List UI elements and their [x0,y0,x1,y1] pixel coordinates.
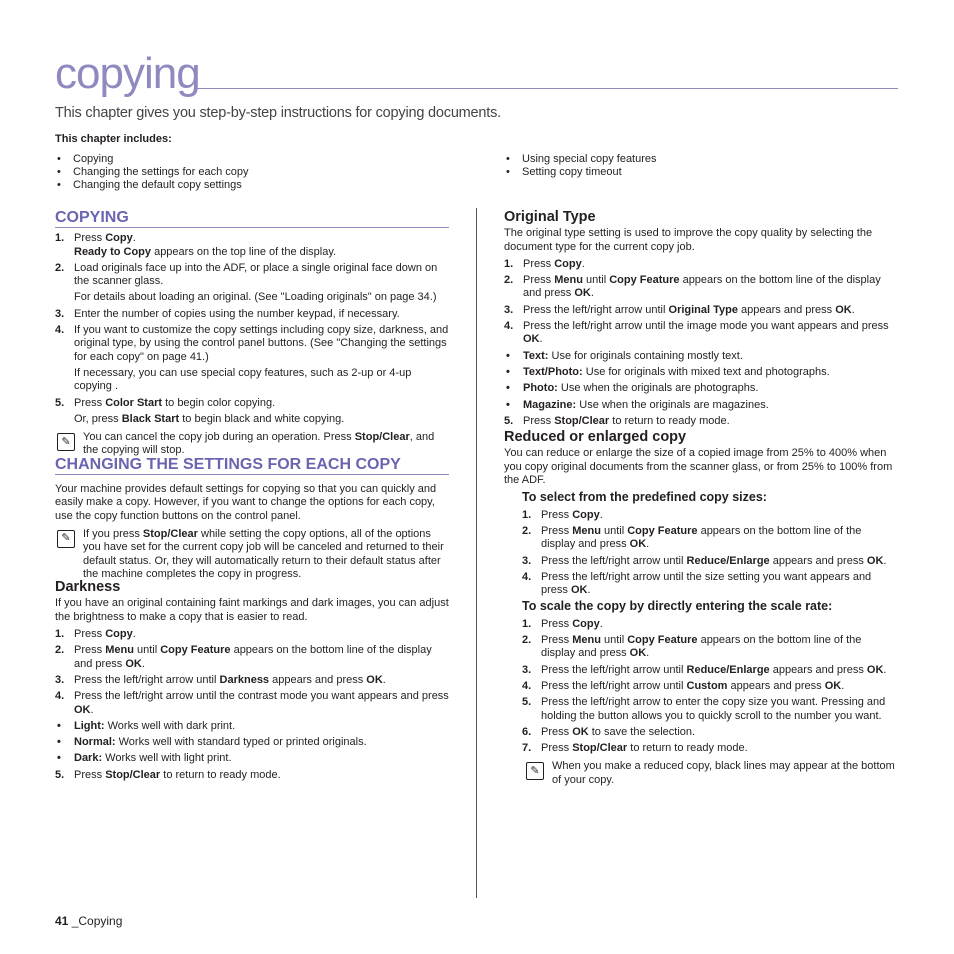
option-item: • Text: Use for originals containing mostly text. [506,349,743,362]
step-item: 7. Press Stop/Clear to return to ready mode. [522,742,748,755]
left-column [55,211,449,785]
step-item: 2. Press Menu until Copy Feature appears on the bottom line of the display and press OK. [522,634,862,660]
page-number: 41 [55,914,69,928]
section-heading-copying: COPYING [55,211,449,228]
page-footer [55,914,122,928]
step-item: 2. Press Menu until Copy Feature appears on the bottom line of the display and press OK. [522,524,862,551]
scale-steps [522,618,898,756]
right-column [504,211,898,787]
step-item: 5. Press Color Start to begin color copying. Or, press Black Start to begin black and white copying. [55,396,345,425]
step-item: 4. Press the left/right arrow until the size setting you want appears and press OK. [522,570,872,597]
step-item: 1. Press Copy. [55,628,136,641]
scale-rate-heading: To scale the copy by directly entering the scale rate: [522,599,833,614]
darkness-steps [55,628,449,782]
step-item: 3. Press the left/right arrow until Darkness appears and press OK. [55,673,386,686]
step-item: 2. Press Menu until Copy Feature appears on the bottom line of the display and press OK. [55,644,432,670]
changing-intro: Your machine provides default settings for copying so that you can quickly and easily make a copy. However, if you want to change the options for each copy, use the copy function buttons on the control panel. [55,483,437,522]
option-item: • Photo: Use when the originals are photographs. [506,382,759,395]
option-item: • Text/Photo: Use for originals with mixed text and photographs. [506,365,830,378]
step-item: 2. Load originals face up into the ADF, or place a single original face down on the scanner glass. For details about loading an original. (See "Loading originals" on page 34.) [55,261,438,304]
reduced-heading: Reduced or enlarged copy [504,429,687,446]
includes-list-right [504,153,657,179]
note-pencil-icon: ✎ [57,433,75,451]
includes-label: This chapter includes: [55,133,172,145]
option-item: • Dark: Works well with light print. [57,752,232,765]
option-item: • Magazine: Use when the originals are magazines. [506,398,769,411]
option-item: • Normal: Works well with standard typed or printed originals. [57,736,367,749]
note-pencil-icon: ✎ [526,762,544,780]
darkness-intro: If you have an original containing faint markings and dark images, you can adjust the brightness to make a copy that is easier to read. [55,597,449,623]
darkness-heading: Darkness [55,579,121,596]
footer-label: _Copying [68,914,123,928]
original-type-intro: The original type setting is used to improve the copy quality by selecting the document type for the current copy job. [504,227,873,253]
predefined-steps [522,509,898,598]
chapter-title: copying [55,49,200,98]
step-item: 2. Press Menu until Copy Feature appears on the bottom line of the display and press OK. [504,274,881,300]
step-item: 3. Press the left/right arrow until Original Type appears and press OK. [504,303,855,316]
option-item: • Light: Works well with dark print. [57,719,236,732]
list-item[interactable]: • Setting copy timeout [504,166,657,179]
step-item: 1. Press Copy. Ready to Copy appears on the top line of the display. [55,232,337,258]
step-item: 3. Enter the number of copies using the number keypad, if necessary. [55,307,400,320]
step-item: 1. Press Copy. [522,617,603,630]
list-item[interactable]: • Copying [55,153,249,166]
note-changing: ✎ If you press Stop/Clear while setting the copy options, all of the options you have set for the current copy job will be canceled and returned to their default status. Or, they will automatically return to their default status after the machine completes the copy in progress. [55,528,449,581]
step-item: 3. Press the left/right arrow until Reduce/Enlarge appears and press OK. [522,554,887,567]
list-item[interactable]: • Using special copy features [504,153,657,166]
note-reduced: ✎ When you make a reduced copy, black lines may appear at the bottom of your copy. [524,760,898,787]
includes-list-left [55,153,249,192]
reduced-intro: You can reduce or enlarge the size of a copied image from 25% to 400% when you copy original documents from the scanner glass, or from 25% to 100% from the ADF. [504,447,893,487]
step-item: 1. Press Copy. [504,257,585,270]
step-item: 4. If you want to customize the copy settings including copy size, darkness, and original type, by using the control panel buttons. (See "Changing the settings for each copy" on page 41.) If necessary, you can use special copy features, such as 2-up or 4-up copying . [55,324,449,393]
note-copying: ✎ You can cancel the copy job during an operation. Press Stop/Clear, and the copying will stop. [55,431,449,458]
step-item: 5. Press the left/right arrow to enter the copy size you want. Pressing and holding the button allows you to quickly scroll to the number you want. [522,696,886,722]
step-item: 5. Press Stop/Clear to return to ready mode. [55,768,281,781]
step-item: 1. Press Copy. [522,508,603,521]
chapter-intro: This chapter gives you step-by-step instructions for copying documents. [55,105,501,121]
step-item: 6. Press OK to save the selection. [522,725,696,738]
step-item: 4. Press the left/right arrow until Custom appears and press OK. [522,679,845,692]
list-item[interactable]: • Changing the settings for each copy [55,166,249,179]
predefined-sizes-heading: To select from the predefined copy sizes: [522,490,767,505]
note-pencil-icon: ✎ [57,530,75,548]
section-heading-changing: CHANGING THE SETTINGS FOR EACH COPY [55,458,449,475]
list-item[interactable]: • Changing the default copy settings [55,179,249,192]
original-type-steps [504,258,898,428]
step-item: 3. Press the left/right arrow until Reduce/Enlarge appears and press OK. [522,663,887,676]
copying-steps [55,232,449,426]
column-divider [476,208,477,898]
step-item: 4. Press the left/right arrow until the contrast mode you want appears and press OK. [55,690,449,716]
step-item: 4. Press the left/right arrow until the image mode you want appears and press OK. [504,320,889,346]
original-type-heading: Original Type [504,209,596,225]
title-rule [197,88,898,89]
step-item: 5. Press Stop/Clear to return to ready mode. [504,414,730,427]
